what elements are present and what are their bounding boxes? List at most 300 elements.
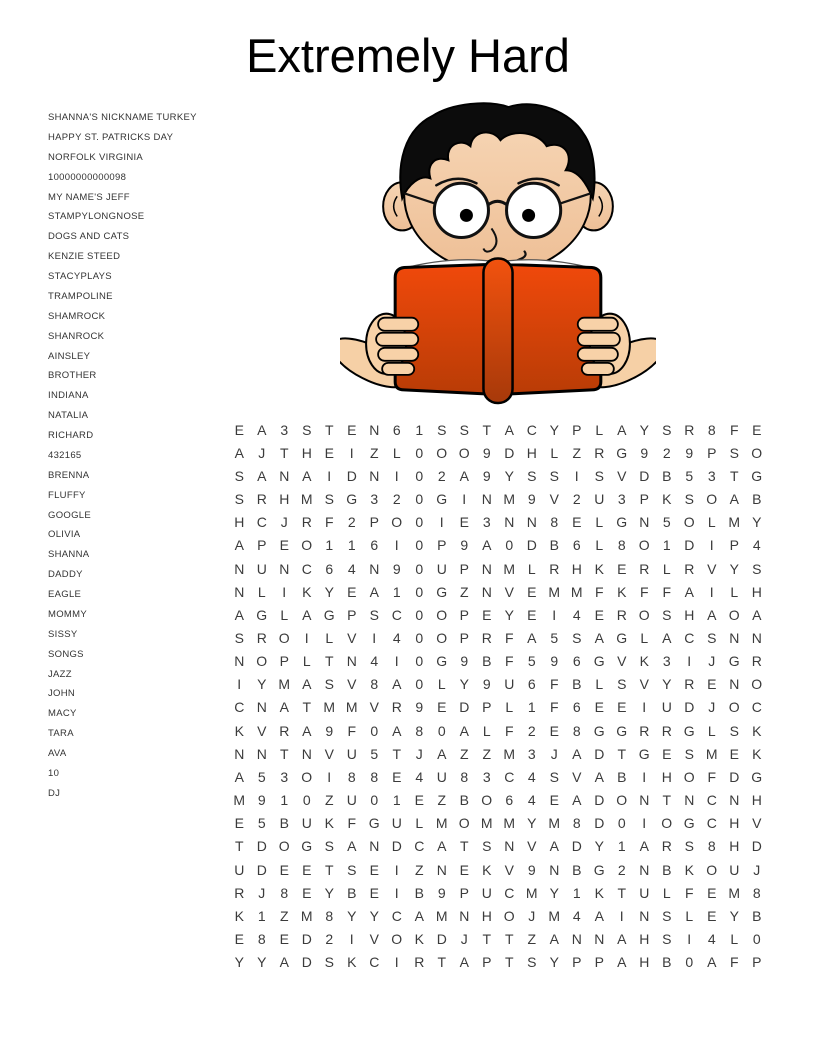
- grid-letter: P: [752, 954, 762, 971]
- grid-letter: Y: [234, 954, 244, 971]
- grid-letter: H: [751, 792, 762, 809]
- grid-letter: A: [279, 699, 289, 716]
- grid-letter: N: [639, 907, 650, 924]
- grid-letter: N: [751, 629, 762, 646]
- grid-letter: 0: [415, 676, 424, 693]
- grid-letter: 1: [392, 792, 401, 809]
- grid-letter: E: [437, 699, 447, 716]
- grid-letter: Y: [504, 606, 514, 623]
- grid-letter: N: [256, 699, 267, 716]
- grid-row: [228, 603, 768, 626]
- grid-letter: 9: [482, 467, 491, 484]
- grid-letter: M: [570, 583, 583, 600]
- grid-letter: F: [662, 583, 672, 600]
- grid-letter: V: [752, 815, 762, 832]
- grid-letter: V: [707, 560, 717, 577]
- word-list-item: INDIANA: [48, 390, 89, 402]
- grid-letter: D: [301, 931, 312, 948]
- word-list-item: MACY: [48, 708, 77, 720]
- grid-letter: I: [394, 954, 399, 971]
- grid-row: [228, 835, 768, 858]
- grid-letter: A: [617, 954, 627, 971]
- grid-letter: A: [504, 421, 514, 438]
- grid-letter: S: [549, 768, 559, 785]
- grid-letter: A: [437, 745, 447, 762]
- grid-letter: G: [368, 815, 380, 832]
- grid-letter: O: [616, 792, 628, 809]
- grid-letter: K: [662, 491, 672, 508]
- grid-letter: 5: [662, 514, 671, 531]
- grid-letter: A: [414, 907, 424, 924]
- grid-letter: D: [594, 815, 605, 832]
- grid-letter: A: [369, 583, 379, 600]
- grid-row: [228, 441, 768, 464]
- grid-letter: F: [347, 815, 357, 832]
- word-list-item: EAGLE: [48, 589, 82, 600]
- grid-letter: B: [752, 907, 762, 924]
- grid-letter: S: [234, 467, 244, 484]
- grid-letter: V: [617, 653, 627, 670]
- grid-letter: C: [256, 514, 267, 531]
- grid-letter: T: [459, 838, 469, 855]
- grid-row: [228, 789, 768, 812]
- grid-letter: S: [234, 491, 244, 508]
- boy-eye-right: [522, 209, 535, 222]
- grid-letter: H: [234, 514, 245, 531]
- grid-letter: T: [504, 931, 514, 948]
- grid-letter: N: [549, 861, 560, 878]
- grid-letter: 4: [752, 537, 761, 554]
- grid-letter: S: [459, 421, 469, 438]
- grid-letter: F: [707, 768, 717, 785]
- grid-row: [228, 580, 768, 603]
- grid-letter: O: [728, 606, 740, 623]
- grid-letter: N: [504, 838, 515, 855]
- grid-letter: 8: [572, 815, 581, 832]
- grid-letter: 2: [662, 444, 671, 461]
- grid-letter: 5: [257, 768, 266, 785]
- grid-letter: 6: [325, 560, 334, 577]
- grid-letter: M: [503, 745, 516, 762]
- grid-letter: 0: [415, 560, 424, 577]
- grid-letter: 6: [392, 421, 401, 438]
- grid-letter: B: [617, 768, 627, 785]
- grid-letter: R: [414, 954, 425, 971]
- grid-letter: 2: [437, 467, 446, 484]
- grid-letter: E: [459, 861, 469, 878]
- grid-letter: N: [526, 514, 537, 531]
- grid-letter: 0: [415, 467, 424, 484]
- grid-letter: D: [301, 954, 312, 971]
- grid-letter: Y: [324, 583, 334, 600]
- grid-letter: S: [527, 954, 537, 971]
- grid-letter: E: [549, 792, 559, 809]
- grid-letter: 4: [347, 560, 356, 577]
- grid-letter: P: [459, 884, 469, 901]
- grid-letter: O: [706, 861, 718, 878]
- grid-letter: K: [594, 560, 604, 577]
- grid-letter: A: [392, 722, 402, 739]
- grid-letter: 6: [505, 792, 514, 809]
- grid-letter: N: [571, 931, 582, 948]
- grid-letter: N: [346, 653, 357, 670]
- grid-letter: G: [346, 491, 358, 508]
- grid-letter: Z: [482, 745, 492, 762]
- grid-letter: I: [327, 467, 332, 484]
- grid-letter: 6: [572, 653, 581, 670]
- book-spine: [483, 259, 512, 403]
- grid-letter: 1: [415, 421, 424, 438]
- grid-letter: L: [640, 629, 649, 646]
- grid-letter: T: [482, 421, 492, 438]
- grid-letter: S: [324, 838, 334, 855]
- grid-letter: G: [436, 491, 448, 508]
- grid-letter: S: [482, 838, 492, 855]
- grid-letter: U: [639, 884, 650, 901]
- grid-letter: D: [436, 931, 447, 948]
- grid-letter: 6: [572, 699, 581, 716]
- grid-letter: T: [482, 931, 492, 948]
- grid-letter: K: [752, 745, 762, 762]
- grid-letter: T: [617, 745, 627, 762]
- grid-letter: A: [459, 954, 469, 971]
- grid-letter: U: [594, 491, 605, 508]
- grid-letter: 1: [280, 792, 289, 809]
- grid-row: [228, 881, 768, 904]
- grid-letter: A: [437, 838, 447, 855]
- grid-letter: I: [642, 815, 647, 832]
- grid-letter: P: [279, 653, 289, 670]
- grid-letter: Z: [414, 861, 424, 878]
- grid-letter: B: [662, 954, 672, 971]
- grid-letter: E: [347, 421, 357, 438]
- grid-letter: J: [460, 931, 468, 948]
- grid-letter: A: [684, 583, 694, 600]
- grid-letter: 1: [662, 537, 671, 554]
- grid-letter: A: [302, 467, 312, 484]
- grid-letter: E: [594, 699, 604, 716]
- grid-letter: 2: [325, 931, 334, 948]
- grid-letter: A: [594, 629, 604, 646]
- grid-letter: G: [728, 653, 740, 670]
- grid-letter: M: [728, 884, 741, 901]
- grid-letter: R: [639, 560, 650, 577]
- word-list-item: MY NAME'S JEFF: [48, 191, 130, 203]
- word-list: [48, 108, 197, 804]
- grid-row: [228, 418, 768, 441]
- grid-letter: I: [619, 907, 624, 924]
- grid-letter: A: [662, 629, 672, 646]
- grid-letter: D: [639, 467, 650, 484]
- word-list-item: TARA: [48, 728, 74, 740]
- grid-letter: C: [504, 768, 515, 785]
- grid-letter: O: [458, 815, 470, 832]
- grid-letter: L: [662, 560, 671, 577]
- grid-letter: E: [617, 699, 627, 716]
- grid-letter: L: [707, 722, 716, 739]
- grid-letter: P: [572, 954, 582, 971]
- grid-letter: I: [237, 676, 242, 693]
- grid-letter: M: [300, 907, 313, 924]
- boy-hand-right: [578, 314, 630, 375]
- grid-letter: M: [525, 884, 538, 901]
- grid-letter: O: [391, 514, 403, 531]
- grid-letter: A: [302, 722, 312, 739]
- grid-letter: N: [301, 745, 312, 762]
- grid-letter: 0: [370, 792, 379, 809]
- grid-row: [228, 765, 768, 788]
- grid-letter: P: [257, 537, 267, 554]
- grid-letter: L: [730, 583, 739, 600]
- grid-letter: 1: [325, 537, 334, 554]
- grid-letter: A: [302, 676, 312, 693]
- grid-letter: Y: [549, 884, 559, 901]
- grid-letter: 3: [617, 491, 626, 508]
- grid-letter: M: [435, 815, 448, 832]
- grid-letter: 0: [415, 653, 424, 670]
- grid-letter: T: [324, 421, 334, 438]
- grid-letter: S: [437, 421, 447, 438]
- grid-letter: B: [752, 491, 762, 508]
- grid-letter: G: [751, 467, 763, 484]
- grid-letter: E: [302, 884, 312, 901]
- grid-letter: A: [572, 792, 582, 809]
- book: [395, 259, 601, 403]
- grid-letter: 1: [572, 884, 581, 901]
- grid-letter: M: [548, 815, 561, 832]
- grid-letter: L: [415, 815, 424, 832]
- grid-letter: C: [391, 907, 402, 924]
- grid-letter: G: [616, 514, 628, 531]
- grid-letter: Z: [527, 931, 537, 948]
- grid-letter: A: [617, 931, 627, 948]
- grid-letter: I: [349, 931, 354, 948]
- grid-letter: G: [323, 606, 335, 623]
- grid-letter: A: [594, 907, 604, 924]
- grid-letter: S: [347, 861, 357, 878]
- grid-letter: L: [505, 699, 514, 716]
- grid-letter: Y: [549, 954, 559, 971]
- grid-letter: R: [684, 560, 695, 577]
- grid-letter: D: [391, 838, 402, 855]
- grid-letter: 5: [550, 629, 559, 646]
- grid-letter: R: [481, 629, 492, 646]
- grid-letter: 5: [527, 653, 536, 670]
- grid-letter: Z: [459, 745, 469, 762]
- grid-letter: F: [324, 514, 334, 531]
- grid-letter: L: [437, 676, 446, 693]
- grid-letter: A: [234, 606, 244, 623]
- grid-letter: Y: [369, 907, 379, 924]
- grid-letter: N: [369, 467, 380, 484]
- grid-letter: L: [595, 537, 604, 554]
- grid-letter: 5: [685, 467, 694, 484]
- grid-letter: P: [437, 537, 447, 554]
- grid-letter: R: [256, 491, 267, 508]
- grid-letter: H: [684, 606, 695, 623]
- grid-letter: M: [503, 815, 516, 832]
- grid-row: [228, 487, 768, 510]
- grid-letter: I: [439, 514, 444, 531]
- grid-letter: 8: [370, 768, 379, 785]
- grid-letter: Y: [257, 676, 267, 693]
- grid-letter: E: [392, 768, 402, 785]
- grid-letter: V: [504, 861, 514, 878]
- grid-letter: P: [572, 421, 582, 438]
- grid-letter: F: [504, 629, 514, 646]
- grid-letter: C: [526, 421, 537, 438]
- grid-letter: D: [256, 861, 267, 878]
- grid-letter: A: [572, 745, 582, 762]
- grid-letter: L: [257, 583, 266, 600]
- grid-letter: L: [707, 514, 716, 531]
- grid-letter: L: [392, 444, 401, 461]
- grid-letter: S: [662, 606, 672, 623]
- grid-letter: F: [594, 583, 604, 600]
- grid-letter: K: [347, 954, 357, 971]
- grid-letter: H: [661, 768, 672, 785]
- grid-letter: I: [687, 653, 692, 670]
- grid-letter: H: [301, 444, 312, 461]
- grid-letter: M: [435, 907, 448, 924]
- grid-letter: A: [234, 444, 244, 461]
- grid-letter: O: [706, 491, 718, 508]
- word-list-item: KENZIE STEED: [48, 251, 121, 263]
- grid-letter: L: [550, 444, 559, 461]
- grid-letter: A: [639, 838, 649, 855]
- grid-letter: 1: [617, 838, 626, 855]
- grid-letter: 5: [370, 745, 379, 762]
- grid-letter: Y: [662, 676, 672, 693]
- grid-letter: 3: [280, 768, 289, 785]
- grid-letter: J: [550, 745, 558, 762]
- grid-letter: R: [301, 514, 312, 531]
- grid-letter: S: [324, 954, 334, 971]
- grid-letter: I: [709, 537, 714, 554]
- grid-letter: Y: [639, 421, 649, 438]
- grid-letter: A: [549, 931, 559, 948]
- grid-letter: 1: [257, 907, 266, 924]
- grid-letter: B: [414, 884, 424, 901]
- grid-letter: C: [391, 606, 402, 623]
- grid-letter: 6: [572, 537, 581, 554]
- grid-letter: 1: [392, 583, 401, 600]
- grid-letter: N: [234, 745, 245, 762]
- word-list-item: JOHN: [48, 688, 76, 700]
- grid-letter: U: [346, 792, 357, 809]
- grid-letter: V: [572, 768, 582, 785]
- grid-letter: O: [728, 699, 740, 716]
- grid-letter: D: [684, 699, 695, 716]
- grid-letter: 0: [302, 792, 311, 809]
- grid-letter: J: [753, 861, 761, 878]
- grid-letter: E: [279, 537, 289, 554]
- grid-letter: S: [527, 467, 537, 484]
- grid-letter: P: [729, 537, 739, 554]
- grid-letter: O: [683, 768, 695, 785]
- grid-letter: G: [616, 722, 628, 739]
- grid-letter: I: [372, 629, 377, 646]
- grid-letter: N: [279, 467, 290, 484]
- grid-letter: J: [258, 884, 266, 901]
- grid-letter: Y: [504, 467, 514, 484]
- grid-letter: A: [234, 537, 244, 554]
- grid-letter: 9: [482, 676, 491, 693]
- word-list-item: BRENNA: [48, 469, 90, 481]
- grid-letter: Z: [437, 792, 447, 809]
- grid-letter: K: [594, 884, 604, 901]
- grid-letter: M: [548, 583, 561, 600]
- grid-letter: L: [325, 629, 334, 646]
- grid-letter: 0: [415, 444, 424, 461]
- grid-letter: J: [280, 514, 288, 531]
- grid-letter: B: [459, 792, 469, 809]
- grid-letter: 0: [415, 514, 424, 531]
- grid-letter: 1: [347, 537, 356, 554]
- grid-letter: 0: [415, 583, 424, 600]
- word-list-item: FLUFFY: [48, 489, 86, 501]
- grid-letter: V: [347, 676, 357, 693]
- grid-letter: P: [639, 491, 649, 508]
- grid-letter: L: [730, 931, 739, 948]
- grid-letter: J: [528, 907, 536, 924]
- grid-letter: 8: [752, 884, 761, 901]
- grid-letter: I: [349, 444, 354, 461]
- grid-letter: C: [706, 815, 717, 832]
- grid-letter: 0: [415, 629, 424, 646]
- grid-row: [228, 534, 768, 557]
- grid-letter: T: [617, 884, 627, 901]
- grid-letter: 0: [685, 954, 694, 971]
- grid-letter: D: [684, 537, 695, 554]
- grid-letter: A: [459, 722, 469, 739]
- grid-letter: K: [324, 815, 334, 832]
- grid-row: [228, 812, 768, 835]
- grid-letter: U: [661, 699, 672, 716]
- grid-letter: R: [549, 560, 560, 577]
- grid-letter: F: [684, 884, 694, 901]
- grid-letter: T: [729, 467, 739, 484]
- grid-row: [228, 673, 768, 696]
- grid-row: [228, 626, 768, 649]
- grid-letter: S: [234, 629, 244, 646]
- grid-letter: G: [683, 815, 695, 832]
- grid-letter: 4: [572, 907, 581, 924]
- grid-letter: 9: [437, 884, 446, 901]
- grid-letter: O: [278, 838, 290, 855]
- grid-letter: S: [662, 907, 672, 924]
- grid-letter: P: [369, 514, 379, 531]
- grid-letter: D: [729, 768, 740, 785]
- grid-letter: S: [369, 606, 379, 623]
- grid-letter: V: [617, 467, 627, 484]
- grid-letter: F: [639, 583, 649, 600]
- grid-letter: N: [684, 792, 695, 809]
- word-list-item: 432165: [48, 449, 82, 461]
- grid-letter: F: [504, 722, 514, 739]
- grid-letter: V: [639, 676, 649, 693]
- grid-letter: P: [459, 629, 469, 646]
- grid-letter: 8: [707, 421, 716, 438]
- grid-letter: E: [279, 931, 289, 948]
- grid-letter: E: [459, 514, 469, 531]
- grid-letter: G: [638, 745, 650, 762]
- grid-letter: M: [480, 815, 493, 832]
- grid-letter: Z: [279, 907, 289, 924]
- grid-letter: G: [436, 653, 448, 670]
- word-list-item: DOGS AND CATS: [48, 231, 130, 243]
- grid-letter: E: [347, 583, 357, 600]
